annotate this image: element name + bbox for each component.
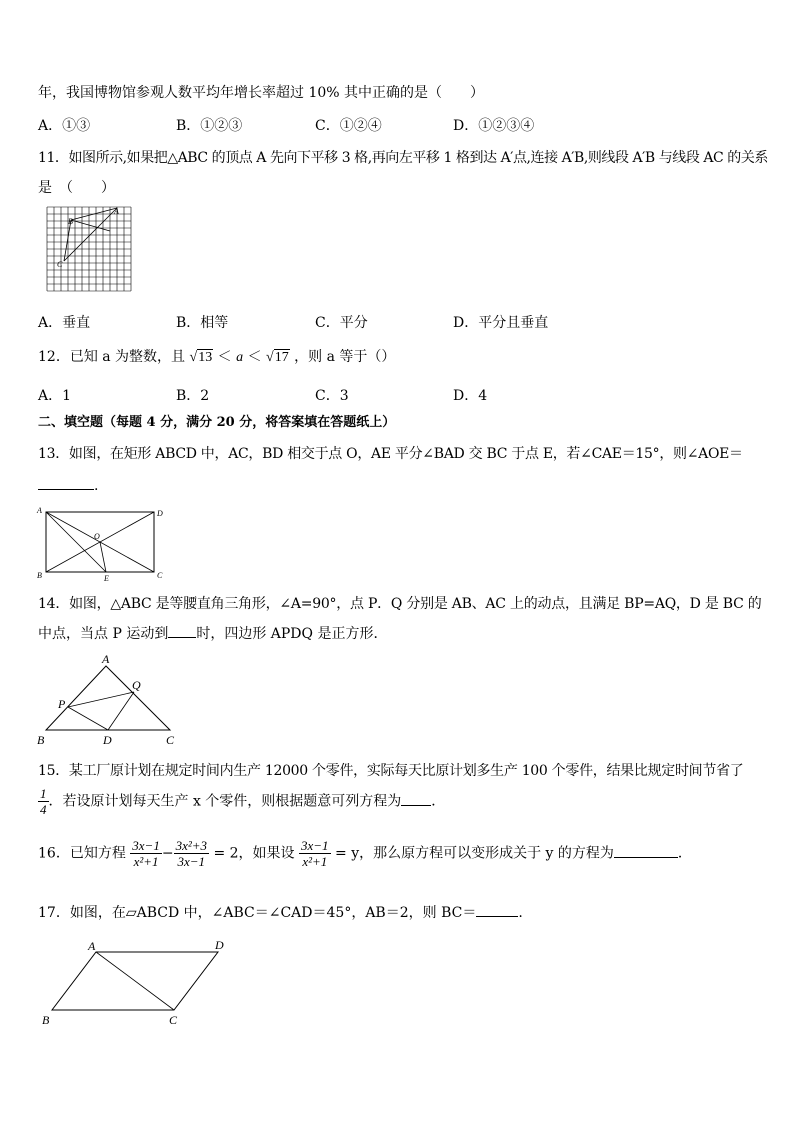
q15-blank[interactable] (401, 805, 431, 806)
q11-option-a[interactable]: A．垂直 (38, 315, 91, 331)
q16-eqy-text: = y，那么原方程可以变形成关于 y 的方程为 (335, 845, 614, 862)
q14-stem-line2 (38, 623, 387, 643)
q12-post: ，则 a 等于（） (294, 349, 396, 365)
q17-parallelogram-figure (34, 932, 234, 1032)
q13-label-a: A (37, 506, 42, 515)
q11-grid-figure (44, 204, 134, 294)
q17-label-a: A (88, 939, 96, 953)
q13-rectangle-figure (34, 502, 169, 584)
q17-label-d: D (215, 938, 224, 952)
q14-stem-line1: 14．如图，△ABC 是等腰直角三角形，∠A=90°，点 P．Q 分别是 AB、AC 上的动点，且满足 BP=AQ，D 是 BC 的 (38, 596, 762, 612)
q13-label-e: E (104, 574, 109, 583)
q17-label-c: C (169, 1013, 178, 1027)
q17-blank[interactable] (476, 916, 518, 917)
q17-stem (38, 902, 523, 922)
q17-tail: . (518, 905, 523, 921)
q13-answer (38, 478, 98, 494)
q16-fraction-2: $\frac{\text{3x²+3}}{3x-1}$ (175, 838, 208, 869)
q12-sqrt13: √13 (189, 350, 213, 365)
q14-label-b: B (37, 733, 45, 747)
q13-label-d: D (157, 509, 163, 518)
q11-option-c[interactable]: C．平分 (315, 315, 368, 331)
q14-blank[interactable] (168, 637, 196, 638)
q12-pre: 12．已知 a 为整数，且 (38, 349, 186, 365)
q14-line2-pre: 中点，当点 P 运动到 (38, 626, 169, 642)
q12-sqrt17: √17 (266, 350, 289, 365)
q14-label-p: P (58, 697, 66, 711)
q13-stem: 13．如图，在矩形 ABCD 中，AC，BD 相交于点 O，AE 平分∠BAD 交 BC 于点 E，若∠CAE＝15°，则∠AOE＝ (38, 446, 743, 462)
q11-label-c: C (57, 260, 63, 269)
q13-label-b: B (37, 571, 42, 580)
q16-tail: ． (677, 845, 692, 862)
q11-stem-line1: 11．如图所示,如果把△ABC 的顶点 A 先向下平移 3 格,再向左平移 1 格到达 A′点,连接 A′B,则线段 A′B 与线段 AC 的关系 (38, 150, 768, 166)
q13-label-c: C (157, 571, 163, 580)
q15-fraction: $\frac{1}{4}$ (40, 786, 47, 817)
q13-tail: . (94, 478, 99, 494)
q14-label-c: C (166, 733, 175, 747)
q12-option-d[interactable]: D．4 (453, 388, 488, 404)
q11-option-b[interactable]: B．相等 (176, 315, 229, 331)
q15-stem-line2 (38, 786, 445, 817)
q16-stem (38, 838, 692, 869)
q12-option-c[interactable]: C．3 (315, 388, 349, 404)
q12-lt1: ＜ (217, 349, 232, 365)
q15-line2-text: ．若设原计划每天生产 x 个零件，则根据题意可列方程为 (48, 793, 402, 810)
q16-eq-text: = 2，如果设 (213, 845, 295, 862)
q14-line2-post: 时，四边形 APDQ 是正方形． (196, 626, 388, 642)
q12-option-a[interactable]: A．1 (38, 388, 72, 404)
q13-label-o: O (94, 532, 100, 541)
q16-blank[interactable] (614, 857, 678, 858)
q14-label-a: A (102, 652, 110, 666)
q14-triangle-figure (34, 652, 184, 748)
q14-label-d: D (103, 733, 112, 747)
q12-lt2: ＜ (247, 349, 262, 365)
q10-option-c[interactable]: C．①②④ (315, 118, 382, 134)
q12-option-b[interactable]: B．2 (176, 388, 210, 404)
q17-text: 17．如图，在▱ABCD 中，∠ABC＝∠CAD＝45°，AB＝2，则 BC＝ (38, 905, 477, 921)
q12-var-a: a (236, 350, 244, 365)
q10-option-d[interactable]: D．①②③④ (453, 118, 535, 134)
q12-stem (38, 346, 395, 366)
q16-pre: 16．已知方程 (38, 845, 126, 862)
q10-option-a[interactable]: A．①③ (38, 118, 91, 134)
q11-stem-line2: 是 （ ） (38, 180, 115, 196)
q16-fraction-1: $\frac{3x-1}{\text{x²+1}}$ (132, 838, 160, 869)
q10-option-b[interactable]: B．①②③ (176, 118, 243, 134)
q16-fraction-3: $\frac{3x-1}{\text{x²+1}}$ (301, 838, 329, 869)
q11-option-d[interactable]: D．平分且垂直 (453, 315, 549, 331)
q14-label-q: Q (132, 678, 141, 692)
q11-label-a: A (114, 207, 119, 216)
q16-minus: − (161, 845, 174, 862)
q15-stem-line1: 15．某工厂原计划在规定时间内生产 12000 个零件，实际每天比原计划多生产 100 个零件，结果比规定时间节省了 (38, 763, 744, 779)
section-heading: 二、填空题（每题 4 分，满分 20 分，将答案填在答题纸上） (38, 415, 396, 430)
q15-tail: ． (431, 793, 446, 810)
q13-blank[interactable] (38, 489, 94, 490)
q11-label-b: B (68, 217, 73, 226)
q10-tail: 年，我国博物馆参观人数平均年增长率超过 10% 其中正确的是（ ） (38, 85, 485, 101)
q17-label-b: B (42, 1013, 50, 1027)
